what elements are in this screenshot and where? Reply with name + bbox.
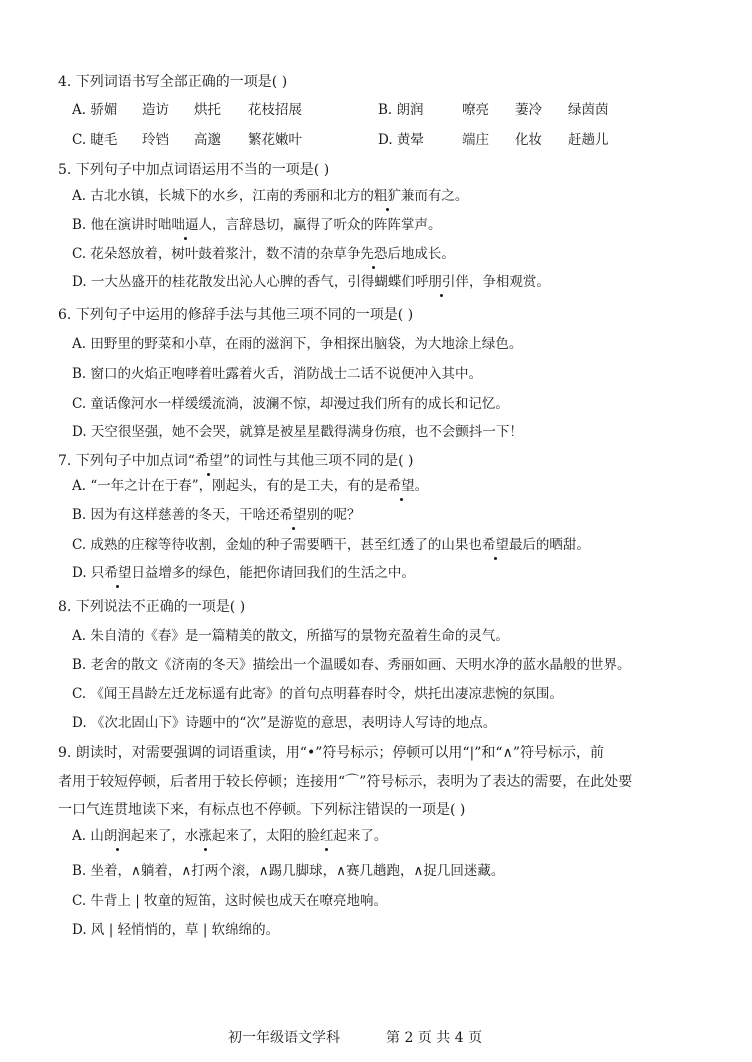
emphasis-dot: 希望 bbox=[481, 537, 509, 553]
q4-option-d-word: 端庄 bbox=[462, 132, 489, 148]
q8-option-b: B. 老舍的散文《济南的冬天》描绘出一个温暖如春、秀丽如画、天明水净的蓝水晶般的世界。 bbox=[72, 657, 631, 673]
question-8-stem: 8. 下列说法不正确的一项是( ) bbox=[58, 599, 246, 615]
emphasis-dot: 希望 bbox=[279, 507, 307, 523]
q4-option-c-word: 繁花嫩叶 bbox=[248, 132, 302, 148]
q6-option-c: C. 童话像河水一样缓缓流淌，波澜不惊，却漫过我们所有的成长和记忆。 bbox=[72, 396, 509, 412]
question-4-stem: 4. 下列词语书写全部正确的一项是( ) bbox=[58, 74, 288, 90]
q4-option-d-word: 赶趟儿 bbox=[568, 132, 609, 148]
q4-option-b-word: 萋冷 bbox=[515, 102, 542, 118]
q4-option-c-word: 高邈 bbox=[194, 132, 221, 148]
question-5-stem: 5. 下列句子中加点词语运用不当的一项是( ) bbox=[58, 162, 330, 178]
q4-option-d: D. 黄晕 bbox=[378, 132, 424, 148]
q5-option-b: B. 他在演讲时咄咄逼人，言辞恳切，赢得了听众的阵阵掌声。 bbox=[72, 217, 442, 233]
emphasis-dot: 粗犷 bbox=[373, 188, 401, 204]
emphasis-dot: 希望 bbox=[104, 565, 132, 581]
q4-option-c-word: 玲铛 bbox=[142, 132, 169, 148]
emphasis-dot: 涨 bbox=[198, 828, 212, 844]
q7-option-b: B. 因为有这样慈善的冬天，干啥还希望别的呢？ bbox=[72, 507, 361, 523]
emphasis-dot: 争先恐后 bbox=[346, 246, 401, 262]
question-6-stem: 6. 下列句子中运用的修辞手法与其他三项不同的一项是( ) bbox=[58, 307, 414, 323]
emphasis-dot: 呼朋引伴 bbox=[414, 274, 469, 290]
q4-option-a-word: 造访 bbox=[142, 102, 169, 118]
emphasis-dot: 红 bbox=[319, 828, 334, 844]
question-7-stem: 7. 下列句子中加点词“希望”的词性与其他三项不同的是( ) bbox=[58, 453, 414, 469]
emphasis-dot: 咄咄逼人 bbox=[158, 217, 213, 233]
q7-option-a: A. “一年之计在于春”，刚起头，有的是工夫，有的是希望。 bbox=[72, 478, 429, 494]
q7-option-c: C. 成熟的庄稼等待收割，金灿的种子需要晒干，甚至红透了的山果也希望最后的晒甜。 bbox=[72, 537, 590, 553]
q5-option-d: D. 一大丛盛开的桂花散发出沁人心脾的香气，引得蝴蝶们呼朋引伴，争相观赏。 bbox=[72, 274, 550, 290]
q4-option-a-word: 烘托 bbox=[194, 102, 221, 118]
emphasis-dot: 希望 bbox=[387, 478, 415, 494]
q4-option-b-word: 绿茵茵 bbox=[568, 102, 609, 118]
footer-subject: 初一年级语文学科 bbox=[228, 1030, 340, 1046]
q5-option-a: A. 古北水镇，长城下的水乡，江南的秀丽和北方的粗犷兼而有之。 bbox=[72, 188, 469, 204]
emphasis-dot: 朗润 bbox=[103, 828, 131, 844]
q9-option-c: C. 牛背上 | 牧童的短笛，这时候也成天在嘹亮地响。 bbox=[72, 893, 388, 909]
q5-option-c: C. 花朵怒放着，树叶鼓着浆汁，数不清的杂草争先恐后地成长。 bbox=[72, 246, 455, 262]
q8-option-d: D. 《次北固山下》诗题中的“次”是游览的意思，表明诗人写诗的地点。 bbox=[72, 715, 497, 731]
q4-option-a-word: 花枝招展 bbox=[248, 102, 302, 118]
footer-page-number: 第 2 页 共 4 页 bbox=[386, 1030, 483, 1046]
question-9-stem-line-1: 9. 朗读时，对需要强调的词语重读，用“•”符号标示；停顿可以用“|”和“∧”符号标示，前 bbox=[58, 745, 604, 761]
q9-option-d: D. 风 | 轻悄悄的，草 | 软绵绵的。 bbox=[72, 922, 280, 938]
question-9-stem-line-2: 者用于较短停顿，后者用于较长停顿；连接用“⌒”符号标示，表明为了表达的需要，在此处要 bbox=[58, 774, 633, 790]
q7-option-d: D. 只希望日益增多的绿色，能把你请回我们的生活之中。 bbox=[72, 565, 415, 581]
q9-option-a: A. 山朗润起来了，水涨起来了，太阳的脸红起来了。 bbox=[72, 828, 388, 844]
q8-option-c: C. 《闻王昌龄左迁龙标遥有此寄》的首句点明暮春时令，烘托出凄凉悲惋的氛围。 bbox=[72, 686, 563, 702]
emphasis-dot: 希望 bbox=[194, 453, 223, 469]
q4-option-b-word: 嘹亮 bbox=[462, 102, 489, 118]
q6-option-a: A. 田野里的野菜和小草，在雨的滋润下，争相探出脑袋，为大地涂上绿色。 bbox=[72, 336, 523, 352]
q4-option-b: B. 朗润 bbox=[378, 102, 424, 118]
q6-option-d: D. 天空很坚强，她不会哭，就算是被星星戳得满身伤痕，也不会颤抖一下！ bbox=[72, 424, 523, 440]
q4-option-a: A. 骄媚 bbox=[72, 102, 118, 118]
q9-option-b: B. 坐着，∧躺着，∧打两个滚，∧踢几脚球，∧赛几趟跑，∧捉几回迷藏。 bbox=[72, 863, 505, 879]
q4-option-c: C. 睫毛 bbox=[72, 132, 118, 148]
question-9-stem-line-3: 一口气连贯地读下来，有标点也不停顿。下列标注错误的一项是( ) bbox=[58, 802, 466, 818]
q4-option-d-word: 化妆 bbox=[515, 132, 542, 148]
q8-option-a: A. 朱自清的《春》是一篇精美的散文，所描写的景物充盈着生命的灵气。 bbox=[72, 628, 509, 644]
q6-option-b: B. 窗口的火焰正咆哮着吐露着火舌，消防战士二话不说便冲入其中。 bbox=[72, 366, 483, 382]
